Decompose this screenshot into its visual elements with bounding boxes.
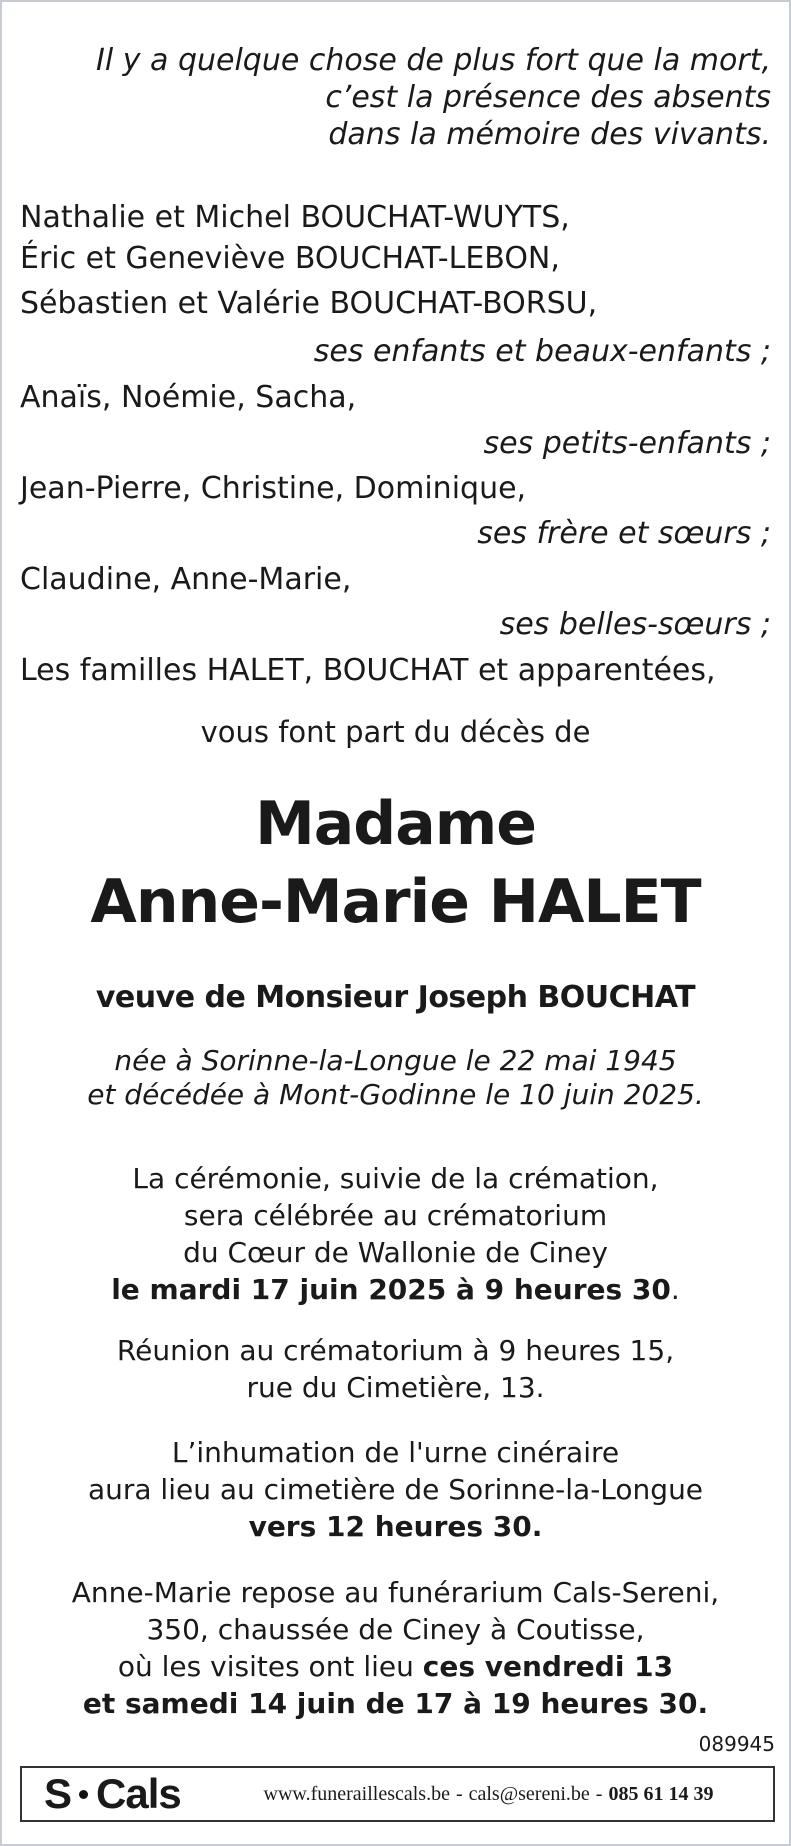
quote-line: dans la mémoire des vivants. xyxy=(328,117,771,152)
meeting-info xyxy=(2,1332,789,1406)
quote-line: c’est la présence des absents xyxy=(325,80,771,115)
website-link[interactable]: www.funeraillescals.be xyxy=(263,1782,450,1805)
visits-line: 350, chaussée de Ciney à Coutisse, xyxy=(146,1613,645,1646)
ceremony-date-line xyxy=(2,1271,789,1308)
meeting-line: rue du Cimetière, 13. xyxy=(246,1371,545,1404)
logo-letter: S xyxy=(44,1770,72,1817)
family-grandchildren-line: Anaïs, Noémie, Sacha, xyxy=(20,380,357,415)
visits-hours: et samedi 14 juin de 17 à 19 heures 30. xyxy=(82,1687,709,1720)
contact-line xyxy=(204,1783,773,1806)
family-role-children: ses enfants et beaux-enfants ; xyxy=(313,334,771,369)
widow-of-line: veuve de Monsieur Joseph BOUCHAT xyxy=(95,980,696,1015)
family-role-sisters-in-law: ses belles-sœurs ; xyxy=(499,607,771,642)
announcement-text: vous font part du décès de xyxy=(200,715,591,749)
deceased-name: Anne-Marie HALET xyxy=(90,867,701,937)
scals-logo xyxy=(22,1770,204,1818)
epigraph-quote xyxy=(2,42,771,153)
logo-dot-icon xyxy=(79,1790,88,1799)
ceremony-info xyxy=(2,1160,789,1308)
deceased-title: Madame xyxy=(255,789,536,859)
separator: - xyxy=(595,1782,603,1805)
family-role-siblings: ses frère et sœurs ; xyxy=(477,516,771,551)
visits-text: où les visites ont lieu xyxy=(117,1650,423,1683)
ceremony-line: du Cœur de Wallonie de Ciney xyxy=(183,1236,608,1269)
family-children-line: Sébastien et Valérie BOUCHAT-BORSU, xyxy=(20,286,598,321)
ceremony-date-end: . xyxy=(670,1273,680,1306)
ceremony-line: La cérémonie, suivie de la crémation, xyxy=(132,1162,659,1195)
family-extended-line: Les familles HALET, BOUCHAT et apparentées, xyxy=(20,653,716,688)
email-link[interactable]: cals@sereni.be xyxy=(468,1782,590,1805)
phone-number: 085 61 14 39 xyxy=(608,1782,714,1805)
visits-line: Anne-Marie repose au funérarium Cals-Sereni, xyxy=(71,1576,720,1609)
reference-number: 089945 xyxy=(698,1732,775,1756)
ceremony-line: sera célébrée au crématorium xyxy=(183,1199,608,1232)
family-sisters-in-law-line: Claudine, Anne-Marie, xyxy=(20,562,352,597)
burial-time: vers 12 heures 30. xyxy=(248,1510,543,1543)
separator: - xyxy=(455,1782,463,1805)
visits-info xyxy=(2,1574,789,1722)
birth-line: née à Sorinne-la-Longue le 22 mai 1945 xyxy=(114,1044,677,1077)
burial-line: L’inhumation de l'urne cinéraire xyxy=(171,1436,620,1469)
death-line: et décédée à Mont-Godinne le 10 juin 2025. xyxy=(87,1078,704,1111)
ceremony-date: le mardi 17 juin 2025 à 9 heures 30 xyxy=(111,1273,671,1306)
burial-line: aura lieu au cimetière de Sorinne-la-Longue xyxy=(87,1473,704,1506)
burial-info xyxy=(2,1434,789,1545)
family-siblings-line: Jean-Pierre, Christine, Dominique, xyxy=(20,471,527,506)
family-role-grandchildren: ses petits-enfants ; xyxy=(483,426,771,461)
funeral-home-footer xyxy=(20,1766,775,1822)
meeting-line: Réunion au crématorium à 9 heures 15, xyxy=(116,1334,675,1367)
logo-word: Cals xyxy=(96,1770,181,1817)
family-children-line: Éric et Geneviève BOUCHAT-LEBON, xyxy=(20,241,560,276)
birth-death-info xyxy=(2,1044,789,1112)
visits-dates: ces vendredi 13 xyxy=(422,1650,674,1683)
visits-line xyxy=(2,1648,789,1685)
family-children-line: Nathalie et Michel BOUCHAT-WUYTS, xyxy=(20,200,570,235)
quote-line: Il y a quelque chose de plus fort que la mort, xyxy=(96,43,771,78)
